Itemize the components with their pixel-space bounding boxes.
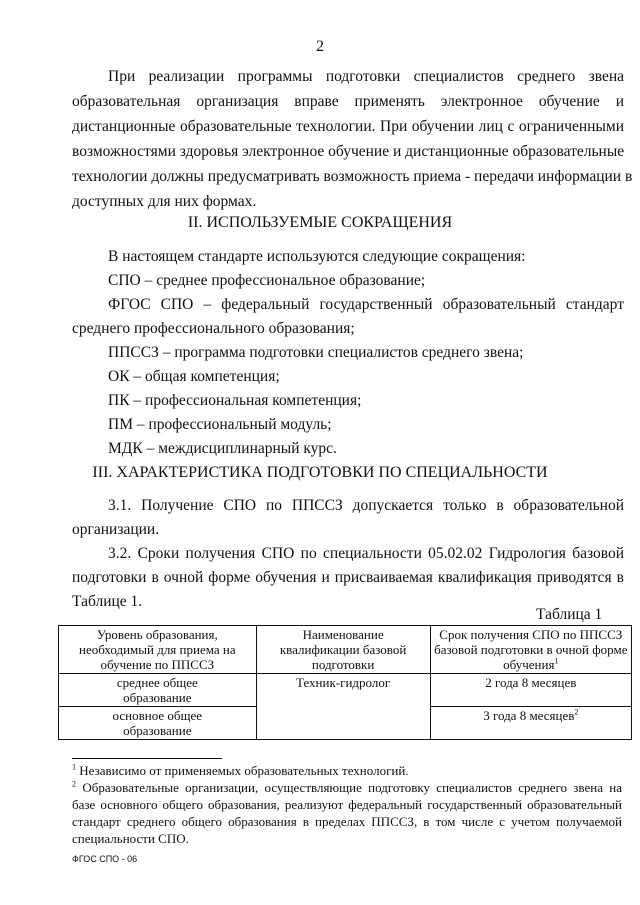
page-number: 2 (316, 38, 324, 55)
p32-line-1: 3.2. Сроки получения СПО по специальности 05.02.02 Гидрология базовой (108, 545, 624, 562)
abbr-mdk: МДК – междисциплинарный курс. (108, 440, 337, 457)
intro-line-1: При реализации программы подготовки специалистов среднего звена (108, 68, 624, 85)
row2-term: 3 года 8 месяцев$^2$ (430, 707, 631, 740)
p31-line-2: организации. (72, 521, 160, 538)
section-3-heading: III. ХАРАКТЕРИСТИКА ПОДГОТОВКИ ПО СПЕЦИАЛЬНОСТИ (92, 464, 548, 481)
abbr-pk: ПК – профессиональная компетенция; (108, 392, 362, 409)
abbr-fgos-line-1: ФГОС СПО – федеральный государственный образовательный стандарт (108, 296, 624, 313)
intro-line-2: образовательная организация вправе применять электронное обучение и (72, 93, 624, 110)
header-term: Срок получения СПО по ППССЗ базовой подготовки в очной форме обучения$^1$ (430, 626, 631, 674)
header-level: Уровень образования, необходимый для приема на обучение по ППССЗ (59, 626, 257, 674)
table-row (59, 674, 632, 707)
footnote-ref-1: 1 (554, 656, 559, 666)
p31-line-1: 3.1. Получение СПО по ППССЗ допускается только в образовательной (108, 497, 624, 514)
abbr-spo: СПО – среднее профессиональное образование; (108, 272, 426, 289)
qualification-cell: Техник-гидролог (256, 674, 430, 740)
table-header-row (59, 626, 632, 674)
table-1-caption: Таблица 1 (536, 606, 603, 623)
abbr-lead: В настоящем стандарте используются следующие сокращения: (108, 248, 526, 265)
p32-line-3: Таблице 1. (72, 593, 143, 610)
intro-line-4: возможностями здоровья электронное обучение и дистанционные образовательные (72, 143, 625, 160)
abbr-ok: ОК – общая компетенция; (108, 368, 280, 385)
p32-line-2: подготовки в очной форме обучения и присваиваемая квалификация приводятся в (72, 569, 624, 586)
row1-term: 2 года 8 месяцев (430, 674, 631, 707)
document-footer: ФГОС СПО - 06 (72, 854, 138, 864)
abbr-fgos-line-2: среднего профессионального образования; (72, 320, 355, 337)
footnote-ref-2: 2 (574, 707, 579, 717)
table-1 (58, 625, 632, 740)
intro-line-5: технологии должны предусматривать возможность приема - передачи информации в (72, 168, 633, 185)
row2-level: основное общее образование (59, 707, 257, 740)
abbr-pm: ПМ – профессиональный модуль; (108, 416, 332, 433)
section-2-heading: II. ИСПОЛЬЗУЕМЫЕ СОКРАЩЕНИЯ (187, 214, 453, 231)
row1-level: среднее общее образование (59, 674, 257, 707)
header-qualification: Наименование квалификации базовой подготовки (256, 626, 430, 674)
abbr-ppssz: ППССЗ – программа подготовки специалистов среднего звена; (108, 344, 524, 361)
footnote-2-line-2: базе основного общего образования, реализуют федеральный государственный образовательный (72, 797, 622, 812)
footnote-1: $^1$ Независимо от применяемых образовательных технологий. (72, 762, 409, 778)
footnote-2-line-1: $^2$ Образовательные организации, осуществляющие подготовку специалистов среднего звена на (72, 779, 623, 795)
footnote-2-line-3: стандарт среднего общего образования в пределах ППССЗ, в том числе с учетом получаемой (72, 814, 622, 829)
intro-line-3: дистанционные образовательные технологии. При обучении лиц с ограниченными (72, 118, 624, 135)
footnote-divider (72, 758, 222, 759)
footnote-2-line-4: специальности СПО. (72, 831, 189, 846)
intro-line-6: доступных для них формах. (72, 193, 257, 210)
